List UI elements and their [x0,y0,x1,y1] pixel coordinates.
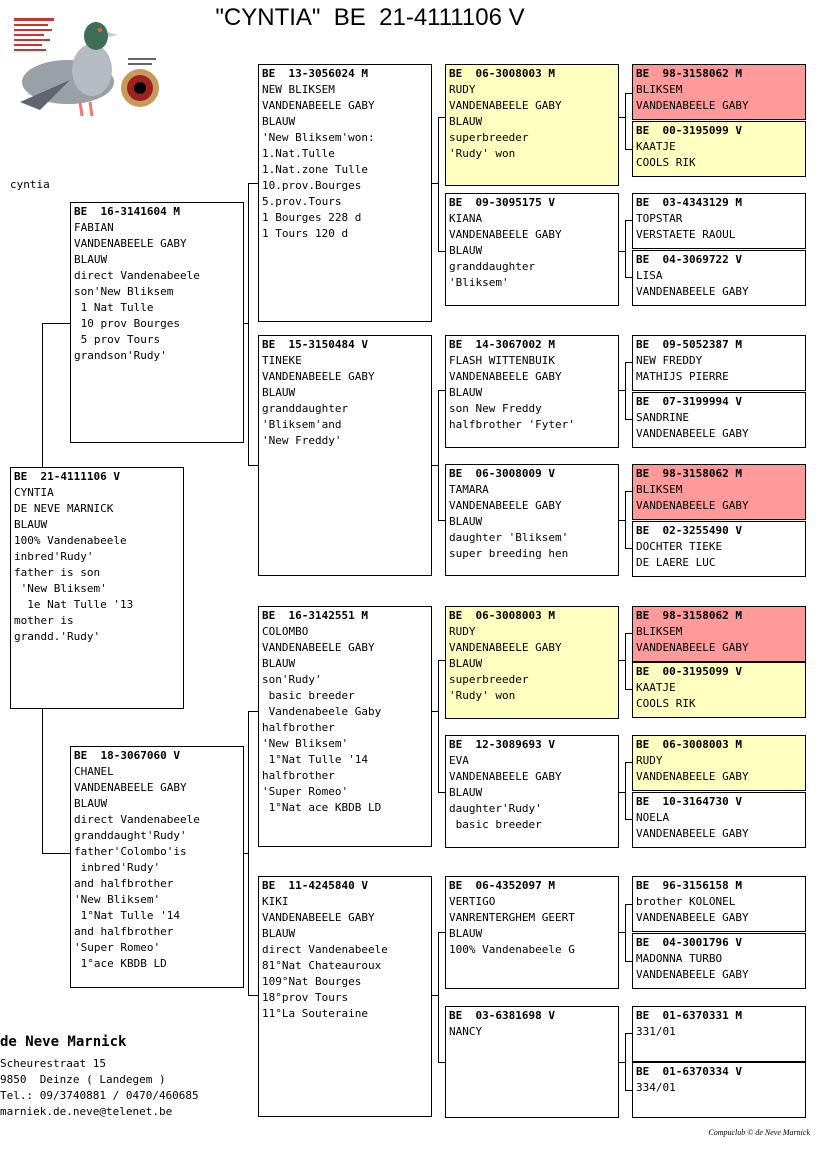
pedigree-box-ggparent-8[interactable] [445,1006,619,1118]
ring-number: BE 96-3156158 M [636,879,742,892]
pedigree-box-ggparent-4[interactable] [445,464,619,576]
ring-number: BE 06-3008003 M [636,738,742,751]
pedigree-line: 331/01 [636,1025,676,1038]
pedigree-box-gggparent-16[interactable] [632,1062,806,1118]
pedigree-line: 10.prov.Bourges [262,179,362,192]
pedigree-line: DOCHTER TIEKE [636,540,723,553]
pedigree-line: 334/01 [636,1081,676,1094]
pedigree-line: father'Colombo'is [74,845,187,858]
pedigree-box-gggparent-13[interactable] [632,876,806,932]
pedigree-box-gggparent-15[interactable] [632,1006,806,1062]
pedigree-line: VANDENABEELE GABY [449,370,562,383]
pedigree-line: EVA [449,754,469,767]
connector-line [618,792,625,793]
pedigree-line: 'Rudy' won [449,689,516,702]
pedigree-line: VANDENABEELE GABY [636,499,749,512]
pedigree-line: BLAUW [449,244,483,257]
ring-number: BE 04-3069722 V [636,253,742,266]
pedigree-line: super breeding hen [449,547,569,560]
connector-line [625,1033,632,1034]
pedigree-line: DE LAERE LUC [636,556,716,569]
pedigree-line: 'Super Romeo' [74,941,161,954]
pedigree-line: BLAUW [449,927,483,940]
pedigree-line: BLAUW [262,115,296,128]
pedigree-line: 5 prov Tours [74,333,161,346]
connector-line [438,251,445,252]
pedigree-box-gggparent-9[interactable] [632,606,806,662]
pedigree-line: 1e Nat Tulle '13 [14,598,134,611]
pedigree-box-grandsire-1[interactable] [258,64,432,322]
owner-street: Scheurestraat 15 [0,1057,106,1070]
pedigree-line: Vandenabeele Gaby [262,705,382,718]
pedigree-line: 18°prov Tours [262,991,349,1004]
ring-number: BE 15-3150484 V [262,338,368,351]
pedigree-box-gggparent-5[interactable] [632,335,806,391]
pedigree-line: direct Vandenabeele [74,269,200,282]
pedigree-line: grandd.'Rudy' [14,630,101,643]
pedigree-line: RUDY [449,625,476,638]
connector-line [438,390,439,520]
pedigree-line: granddaughter [262,402,349,415]
pedigree-line: 'Bliksem'and [262,418,342,431]
connector-line [438,792,445,793]
connector-line [625,819,632,820]
pedigree-line: 'Super Romeo' [262,785,349,798]
pedigree-line: and halfbrother [74,877,174,890]
pedigree-box-gggparent-12[interactable] [632,792,806,848]
pedigree-line: 'New Bliksem'won: [262,131,375,144]
connector-line [625,762,626,819]
pedigree-line: superbreeder [449,673,529,686]
pedigree-line: BLAUW [449,657,483,670]
connector-line [625,149,632,150]
pedigree-line: TINEKE [262,354,302,367]
connector-line [248,183,258,184]
pedigree-box-gggparent-7[interactable] [632,464,806,520]
pedigree-line: NANCY [449,1025,483,1038]
pedigree-line: BLAUW [449,786,483,799]
connector-line [625,277,632,278]
pedigree-box-gggparent-4[interactable] [632,250,806,306]
pedigree-line: RUDY [449,83,476,96]
connector-line [625,419,632,420]
pedigree-line: mother is [14,614,74,627]
pedigree-line: 1°Nat Tulle '14 [262,753,368,766]
pedigree-line: SANDRINE [636,411,689,424]
pedigree-line: 11°La Souteraine [262,1007,368,1020]
footer-credit: Compuclub © de Neve Marnick [708,1128,810,1137]
pedigree-line: father is son [14,566,101,579]
pedigree-line: and halfbrother [74,925,174,938]
connector-line [618,390,625,391]
connector-line [625,633,632,634]
pedigree-line: VANDENABEELE GABY [449,641,562,654]
pedigree-box-gggparent-1[interactable] [632,64,806,120]
pedigree-line: son New Freddy [449,402,542,415]
connector-line [625,220,632,221]
pedigree-line: direct Vandenabeele [262,943,388,956]
connector-line [438,932,439,1062]
connector-line [625,961,632,962]
pedigree-box-ggparent-3[interactable] [445,335,619,448]
connector-line [625,689,632,690]
pedigree-line: MADONNA TURBO [636,952,723,965]
pedigree-line: basic breeder [449,818,542,831]
connector-line [625,220,626,277]
connector-line [625,362,626,419]
pedigree-box-gggparent-10[interactable] [632,662,806,718]
pedigree-line: NEW FREDDY [636,354,703,367]
pedigree-line: 1.Nat.Tulle [262,147,335,160]
pedigree-box-granddam-2[interactable] [258,876,432,1117]
pedigree-line: FABIAN [74,221,114,234]
pedigree-line: BLAUW [449,515,483,528]
connector-line [432,183,438,184]
pedigree-box-gggparent-3[interactable] [632,193,806,249]
pigeon-name-tag: cyntia [10,178,50,191]
connector-line [625,904,632,905]
connector-line [438,660,445,661]
ring-number: BE 98-3158062 M [636,609,742,622]
pedigree-line: BLIKSEM [636,83,683,96]
pedigree-line: BLIKSEM [636,483,683,496]
pedigree-line: 109°Nat Bourges [262,975,362,988]
pedigree-line: VANDENABEELE GABY [74,781,187,794]
owner-email[interactable]: marniek.de.neve@telenet.be [0,1105,173,1118]
ring-number: BE 06-3008003 M [449,67,555,80]
pedigree-box-dam[interactable] [70,746,244,988]
pedigree-line: 81°Nat Chateauroux [262,959,382,972]
connector-line [625,93,626,149]
pedigree-line: BLIKSEM [636,625,683,638]
connector-line [248,711,258,712]
pedigree-line: CYNTIA [14,486,54,499]
connector-line [438,390,445,391]
pedigree-line: daughter'Rudy' [449,802,542,815]
pedigree-line: inbred'Rudy' [14,550,94,563]
pedigree-line: 1°Nat ace KBDB LD [262,801,382,814]
pedigree-line: 'New Bliksem' [14,582,107,595]
pedigree-line: superbreeder [449,131,529,144]
pedigree-box-gggparent-8[interactable] [632,521,806,577]
ring-number: BE 98-3158062 M [636,67,742,80]
pedigree-line: BLAUW [262,386,296,399]
ring-number: BE 06-3008009 V [449,467,555,480]
ring-number: BE 09-3095175 V [449,196,555,209]
pedigree-line: LISA [636,269,663,282]
connector-line [625,904,626,961]
pedigree-line: DE NEVE MARNICK [14,502,114,515]
pedigree-line: FLASH WITTENBUIK [449,354,555,367]
pedigree-line: VANDENABEELE GABY [636,827,749,840]
pedigree-line: VANDENABEELE GABY [636,427,749,440]
connector-line [248,465,258,466]
ring-number: BE 02-3255490 V [636,524,742,537]
pedigree-line: TAMARA [449,483,489,496]
pedigree-line: NOELA [636,811,670,824]
ring-number: BE 18-3067060 V [74,749,180,762]
pedigree-box-gggparent-11[interactable] [632,735,806,791]
pedigree-line: VANDENABEELE GABY [636,911,749,924]
pedigree-line: inbred'Rudy' [74,861,161,874]
ring-number: BE 11-4245840 V [262,879,368,892]
pedigree-line: VANDENABEELE GABY [636,770,749,783]
ring-number: BE 00-3195099 V [636,124,742,137]
pedigree-line: VANDENABEELE GABY [636,285,749,298]
connector-line [618,520,625,521]
ring-number: BE 21-4111106 V [14,470,120,483]
connector-line [438,117,445,118]
pedigree-line: VANDENABEELE GABY [449,770,562,783]
pedigree-line: 1 Bourges 228 d [262,211,362,224]
connector-line [618,932,625,933]
connector-line [618,251,625,252]
pedigree-line: BLAUW [449,115,483,128]
pedigree-line: VERSTAETE RAOUL [636,228,736,241]
connector-line [618,1062,625,1063]
pedigree-line: 'Bliksem' [449,276,509,289]
connector-line [42,853,70,854]
connector-line [42,323,70,324]
pedigree-line: VANDENABEELE GABY [636,968,749,981]
pedigree-line: VANDENABEELE GABY [636,641,749,654]
pedigree-line: COOLS RIK [636,156,696,169]
connector-line [432,465,438,466]
pigeon-logo-icon [10,10,160,125]
connector-line [625,362,632,363]
pedigree-line: granddaught'Rudy' [74,829,187,842]
ring-number: BE 14-3067002 M [449,338,555,351]
ring-number: BE 03-6381698 V [449,1009,555,1022]
pedigree-line: 5.prov.Tours [262,195,342,208]
owner-phone: Tel.: 09/3740881 / 0470/460685 [0,1089,199,1102]
pedigree-box-subject[interactable] [10,467,184,709]
page-title: "CYNTIA" BE 21-4111106 V [215,4,525,31]
pedigree-line: 'New Bliksem' [262,737,349,750]
ring-number: BE 00-3195099 V [636,665,742,678]
connector-line [625,491,626,548]
pedigree-line: 'New Bliksem' [74,893,161,906]
ring-number: BE 03-4343129 M [636,196,742,209]
owner-name: de Neve Marnick [0,1034,127,1050]
pedigree-line: brother KOLONEL [636,895,736,908]
pedigree-box-gggparent-2[interactable] [632,121,806,177]
pedigree-line: VANDENABEELE GABY [449,499,562,512]
pedigree-line: CHANEL [74,765,114,778]
pedigree-line: BLAUW [74,797,108,810]
pedigree-line: VANDENABEELE GABY [449,99,562,112]
pedigree-line: basic breeder [262,689,355,702]
ring-number: BE 06-3008003 M [449,609,555,622]
pedigree-box-ggparent-7[interactable] [445,876,619,989]
connector-line [625,1033,626,1090]
pedigree-line: VANRENTERGHEM GEERT [449,911,575,924]
ring-number: BE 04-3001796 V [636,936,742,949]
pedigree-line: VANDENABEELE GABY [636,99,749,112]
connector-line [625,633,626,689]
pedigree-line: KAATJE [636,681,676,694]
pedigree-line: KAATJE [636,140,676,153]
pedigree-line: VANDENABEELE GABY [262,641,375,654]
pedigree-line: 10 prov Bourges [74,317,180,330]
pedigree-line: KIANA [449,212,483,225]
pedigree-line: VANDENABEELE GABY [262,99,375,112]
pedigree-line: NEW BLIKSEM [262,83,335,96]
pedigree-line: daughter 'Bliksem' [449,531,569,544]
connector-line [618,117,625,118]
pedigree-line: halfbrother [262,721,335,734]
pedigree-line: halfbrother 'Fyter' [449,418,575,431]
pedigree-line: granddaughter [449,260,536,273]
pedigree-line: COOLS RIK [636,697,696,710]
pedigree-line: 'New Freddy' [262,434,342,447]
connector-line [625,491,632,492]
pedigree-line: 100% Vandenabeele [14,534,127,547]
ring-number: BE 06-4352097 M [449,879,555,892]
pedigree-line: 100% Vandenabeele G [449,943,575,956]
pedigree-line: grandson'Rudy' [74,349,167,362]
ring-number: BE 01-6370331 M [636,1009,742,1022]
ring-number: BE 09-5052387 M [636,338,742,351]
pedigree-line: direct Vandenabeele [74,813,200,826]
pedigree-line: 1°ace KBDB LD [74,957,167,970]
ring-number: BE 12-3089693 V [449,738,555,751]
owner-info [0,1034,199,1120]
connector-line [438,520,445,521]
pedigree-box-grandsire-2[interactable] [258,606,432,847]
pedigree-box-gggparent-14[interactable] [632,933,806,989]
connector-line [625,1090,632,1091]
ring-number: BE 16-3142551 M [262,609,368,622]
pedigree-line: halfbrother [262,769,335,782]
pedigree-line: KIKI [262,895,289,908]
connector-line [438,932,445,933]
connector-line [248,183,249,465]
pedigree-box-ggparent-5[interactable] [445,606,619,719]
ring-number: BE 16-3141604 M [74,205,180,218]
pedigree-line: 1 Nat Tulle [74,301,154,314]
pedigree-line: BLAUW [449,386,483,399]
connector-line [42,323,43,469]
ring-number: BE 13-3056024 M [262,67,368,80]
pedigree-box-ggparent-2[interactable] [445,193,619,306]
connector-line [438,660,439,792]
owner-city: 9850 Deinze ( Landegem ) [0,1073,166,1086]
pedigree-line: son'Rudy' [262,673,322,686]
pedigree-line: VERTIGO [449,895,496,908]
pedigree-line: 1°Nat Tulle '14 [74,909,180,922]
pedigree-box-granddam-1[interactable] [258,335,432,576]
pedigree-line: BLAUW [262,657,296,670]
ring-number: BE 10-3164730 V [636,795,742,808]
pedigree-box-gggparent-6[interactable] [632,392,806,448]
ring-number: BE 01-6370334 V [636,1065,742,1078]
connector-line [625,548,632,549]
connector-line [42,709,43,854]
pedigree-line: 1.Nat.zone Tulle [262,163,368,176]
connector-line [438,117,439,251]
pedigree-line: COLOMBO [262,625,309,638]
connector-line [625,762,632,763]
pedigree-line: VANDENABEELE GABY [74,237,187,250]
connector-line [438,1062,445,1063]
pedigree-line: BLAUW [74,253,108,266]
ring-number: BE 07-3199994 V [636,395,742,408]
pedigree-line: RUDY [636,754,663,767]
connector-line [432,995,438,996]
pedigree-line: TOPSTAR [636,212,683,225]
connector-line [248,711,249,995]
pedigree-line: BLAUW [262,927,296,940]
ring-number: BE 98-3158062 M [636,467,742,480]
pedigree-line: 'Rudy' won [449,147,516,160]
pedigree-line: BLAUW [14,518,48,531]
pedigree-line: MATHIJS PIERRE [636,370,729,383]
pedigree-box-ggparent-1[interactable] [445,64,619,186]
pedigree-line: 1 Tours 120 d [262,227,349,240]
pedigree-line: VANDENABEELE GABY [262,911,375,924]
connector-line [618,660,625,661]
pedigree-box-sire[interactable] [70,202,244,443]
connector-line [625,93,632,94]
connector-line [248,995,258,996]
pedigree-line: VANDENABEELE GABY [449,228,562,241]
connector-line [432,711,438,712]
pedigree-line: VANDENABEELE GABY [262,370,375,383]
pedigree-box-ggparent-6[interactable] [445,735,619,848]
pedigree-line: son'New Bliksem [74,285,174,298]
